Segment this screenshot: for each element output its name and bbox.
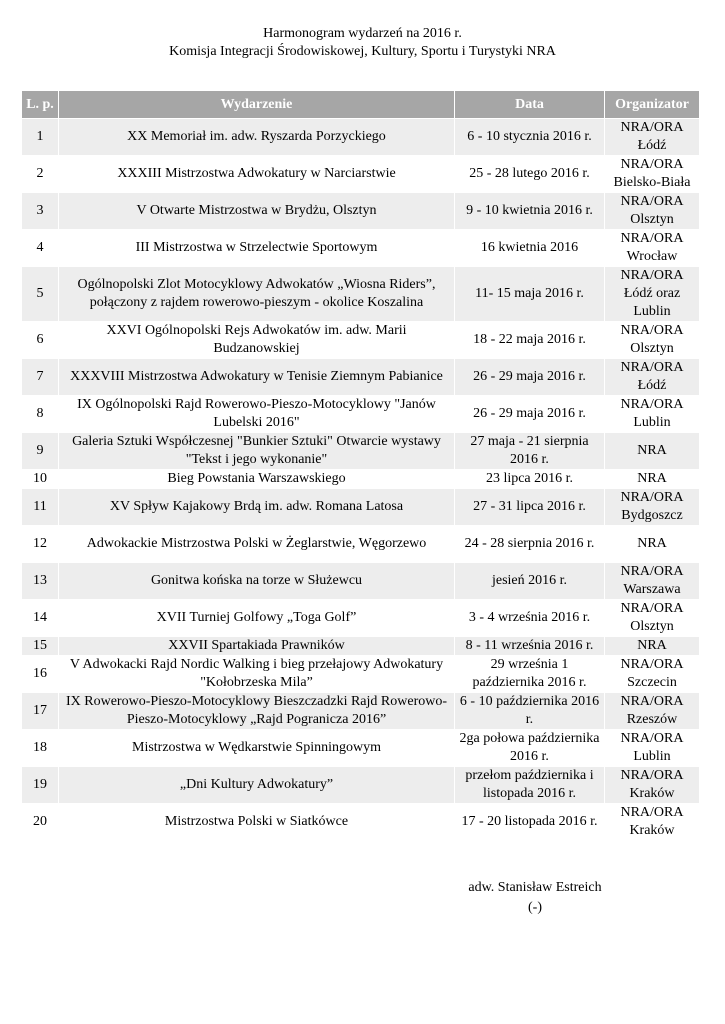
cell-event [59, 804, 455, 841]
cell-event [59, 193, 455, 230]
cell-lp: 5 [22, 267, 59, 322]
cell-organizer [605, 433, 700, 470]
date-line: 18 - 22 maja 2016 r. [473, 332, 586, 347]
event-line: XX Memoriał im. adw. Ryszarda Porzyckiego [127, 129, 386, 144]
event-line: „Dni Kultury Adwokatury” [179, 777, 334, 792]
organizer-line: Wrocław [626, 249, 678, 264]
cell-date [455, 526, 605, 563]
cell-lp: 1 [22, 119, 59, 156]
event-line: "Tekst i jego wykonanie" [185, 452, 328, 467]
cell-event [59, 693, 455, 730]
organizer-line: NRA/ORA [620, 490, 684, 505]
event-line: Gonitwa końska na torze w Służewcu [150, 573, 363, 588]
organizer-line: NRA/ORA [620, 397, 684, 412]
cell-event [59, 470, 455, 489]
event-line: połączony z rajdem rowerowo-pieszym - okolice Koszalina [89, 295, 424, 310]
organizer-line: Lublin [633, 749, 671, 764]
cell-event [59, 656, 455, 693]
date-line: 25 - 28 lutego 2016 r. [469, 166, 590, 181]
cell-lp: 11 [22, 489, 59, 526]
cell-date [455, 396, 605, 433]
signature-mark: (-) [528, 900, 542, 915]
date-line: 11- 15 maja 2016 r. [475, 286, 584, 301]
organizer-line: NRA [637, 443, 667, 458]
event-line: XXXIII Mistrzostwa Adwokatury w Narciarstwie [117, 166, 396, 181]
cell-date [455, 433, 605, 470]
organizer-line: Olsztyn [630, 341, 674, 356]
organizer-line: NRA/ORA [620, 323, 684, 338]
cell-date [455, 470, 605, 489]
date-line: 2016 r. [510, 749, 549, 764]
event-line: Pieszo-Motocyklowy „Rajd Pogranicza 2016” [126, 712, 387, 727]
table-row [22, 396, 700, 433]
table-row [22, 156, 700, 193]
date-line: r. [525, 712, 534, 727]
event-line: III Mistrzostwa w Strzelectwie Sportowym [135, 240, 378, 255]
cell-organizer [605, 767, 700, 804]
organizer-line: Łódź [637, 138, 667, 153]
event-line: IX Ogólnopolski Rajd Rowerowo-Pieszo-Motocyklowy "Janów [77, 397, 436, 412]
table-row [22, 526, 700, 563]
cell-lp: 20 [22, 804, 59, 841]
organizer-line: Szczecin [627, 675, 677, 690]
date-line: 9 - 10 kwietnia 2016 r. [466, 203, 593, 218]
cell-event [59, 730, 455, 767]
event-line: Adwokackie Mistrzostwa Polski w Żeglarstwie, Węgorzewo [86, 536, 427, 551]
organizer-line: NRA/ORA [620, 657, 684, 672]
cell-lp: 2 [22, 156, 59, 193]
header-event: Wydarzenie [59, 91, 455, 119]
cell-organizer [605, 730, 700, 767]
organizer-line: NRA/ORA [620, 694, 684, 709]
document-title [0, 25, 725, 61]
date-line: 17 - 20 listopada 2016 r. [461, 814, 598, 829]
cell-date [455, 637, 605, 656]
organizer-line: Bielsko-Biała [613, 175, 691, 190]
organizer-line: Olsztyn [630, 212, 674, 227]
table-row [22, 563, 700, 600]
cell-date [455, 119, 605, 156]
cell-event [59, 396, 455, 433]
event-line: XV Spływ Kajakowy Brdą im. adw. Romana Latosa [109, 499, 404, 514]
event-line: IX Rowerowo-Pieszo-Motocyklowy Bieszczadzki Rajd Rowerowo- [65, 694, 448, 709]
cell-lp: 7 [22, 359, 59, 396]
cell-date [455, 322, 605, 359]
header-organizer: Organizator [605, 91, 700, 119]
table-row [22, 119, 700, 156]
event-line: XXXVIII Mistrzostwa Adwokatury w Tenisie Ziemnym Pabianice [70, 369, 443, 384]
cell-event [59, 230, 455, 267]
cell-event [59, 267, 455, 322]
cell-lp: 12 [22, 526, 59, 563]
table-row [22, 267, 700, 322]
date-line: jesień 2016 r. [491, 573, 568, 588]
organizer-line: Bydgoszcz [621, 508, 683, 523]
cell-organizer [605, 693, 700, 730]
date-line: 26 - 29 maja 2016 r. [473, 406, 586, 421]
cell-organizer [605, 637, 700, 656]
organizer-line: NRA/ORA [620, 194, 684, 209]
cell-event [59, 767, 455, 804]
cell-date [455, 767, 605, 804]
event-line: V Otwarte Mistrzostwa w Brydżu, Olsztyn [136, 203, 377, 218]
cell-date [455, 600, 605, 637]
cell-organizer [605, 526, 700, 563]
cell-date [455, 693, 605, 730]
date-line: 27 maja - 21 sierpnia [470, 434, 589, 449]
cell-date [455, 563, 605, 600]
organizer-line: Łódź [637, 378, 667, 393]
organizer-line: NRA/ORA [620, 564, 684, 579]
header-lp: L. p. [22, 91, 59, 119]
date-line: 24 - 28 sierpnia 2016 r. [464, 536, 595, 551]
organizer-line: Lublin [633, 415, 671, 430]
table-row [22, 804, 700, 841]
date-line: października 2016 r. [472, 675, 587, 690]
cell-lp: 3 [22, 193, 59, 230]
cell-lp: 13 [22, 563, 59, 600]
event-line: Budzanowskiej [213, 341, 300, 356]
cell-date [455, 730, 605, 767]
header-date: Data [455, 91, 605, 119]
organizer-line: NRA/ORA [620, 120, 684, 135]
date-line: 26 - 29 maja 2016 r. [473, 369, 586, 384]
cell-event [59, 637, 455, 656]
table-row [22, 359, 700, 396]
table-row [22, 693, 700, 730]
cell-organizer [605, 193, 700, 230]
organizer-line: Łódź oraz [623, 286, 681, 301]
date-line: 8 - 11 września 2016 r. [465, 638, 594, 653]
event-line: "Kołobrzeska Mila” [200, 675, 313, 690]
cell-date [455, 193, 605, 230]
event-line: Bieg Powstania Warszawskiego [167, 471, 346, 486]
cell-organizer [605, 322, 700, 359]
organizer-line: NRA/ORA [620, 231, 684, 246]
signature-block [440, 878, 630, 918]
event-line: Galeria Sztuki Współczesnej "Bunkier Sztuki" Otwarcie wystawy [72, 434, 441, 449]
date-line: 29 września 1 [490, 657, 569, 672]
event-line: XXVII Spartakiada Prawników [168, 638, 345, 653]
cell-event [59, 433, 455, 470]
cell-event [59, 359, 455, 396]
date-line: 27 - 31 lipca 2016 r. [473, 499, 586, 514]
date-line: 16 kwietnia 2016 [480, 240, 579, 255]
signature-name: adw. Stanisław Estreich [468, 880, 602, 895]
cell-organizer [605, 804, 700, 841]
event-line: Lubelski 2016" [213, 415, 300, 430]
organizer-line: Lublin [633, 304, 671, 319]
table-row [22, 489, 700, 526]
table-row [22, 656, 700, 693]
cell-organizer [605, 396, 700, 433]
event-line: Mistrzostwa w Wędkarstwie Spinningowym [132, 740, 381, 755]
table-row [22, 600, 700, 637]
organizer-line: NRA/ORA [620, 768, 684, 783]
cell-date [455, 359, 605, 396]
cell-event [59, 156, 455, 193]
cell-event [59, 526, 455, 563]
organizer-line: NRA/ORA [620, 805, 684, 820]
title-line-2: Komisja Integracji Środowiskowej, Kultury, Sportu i Turystyki NRA [169, 44, 556, 59]
cell-lp: 9 [22, 433, 59, 470]
organizer-line: NRA [637, 536, 667, 551]
cell-date [455, 230, 605, 267]
table-row [22, 433, 700, 470]
cell-organizer [605, 359, 700, 396]
cell-organizer [605, 489, 700, 526]
organizer-line: Rzeszów [626, 712, 678, 727]
organizer-line: Kraków [629, 786, 675, 801]
date-line: 6 - 10 stycznia 2016 r. [467, 129, 592, 144]
organizer-line: NRA/ORA [620, 360, 684, 375]
organizer-line: NRA [637, 638, 667, 653]
table-row [22, 637, 700, 656]
table-row [22, 230, 700, 267]
cell-lp: 4 [22, 230, 59, 267]
cell-organizer [605, 600, 700, 637]
cell-event [59, 600, 455, 637]
table-body [22, 119, 700, 841]
cell-organizer [605, 230, 700, 267]
event-line: Ogólnopolski Zlot Motocyklowy Adwokatów „Wiosna Riders”, [77, 277, 436, 292]
cell-lp: 6 [22, 322, 59, 359]
cell-lp: 19 [22, 767, 59, 804]
date-line: 2ga połowa października [459, 731, 600, 746]
cell-date [455, 489, 605, 526]
cell-organizer [605, 156, 700, 193]
event-line: Mistrzostwa Polski w Siatkówce [164, 814, 349, 829]
table-row [22, 470, 700, 489]
cell-lp: 17 [22, 693, 59, 730]
cell-date [455, 656, 605, 693]
cell-date [455, 156, 605, 193]
events-table [21, 90, 700, 841]
event-line: XVII Turniej Golfowy „Toga Golf” [156, 610, 357, 625]
organizer-line: NRA/ORA [620, 601, 684, 616]
cell-organizer [605, 267, 700, 322]
table-header-row [22, 91, 700, 119]
title-line-1: Harmonogram wydarzeń na 2016 r. [263, 26, 462, 41]
date-line: 6 - 10 października 2016 [459, 694, 600, 709]
cell-organizer [605, 563, 700, 600]
cell-date [455, 267, 605, 322]
organizer-line: Warszawa [623, 582, 681, 597]
cell-lp: 14 [22, 600, 59, 637]
cell-event [59, 489, 455, 526]
table-row [22, 767, 700, 804]
organizer-line: NRA/ORA [620, 268, 684, 283]
cell-lp: 8 [22, 396, 59, 433]
table-row [22, 193, 700, 230]
cell-lp: 15 [22, 637, 59, 656]
organizer-line: Kraków [629, 823, 675, 838]
cell-lp: 18 [22, 730, 59, 767]
event-line: V Adwokacki Rajd Nordic Walking i bieg przełajowy Adwokatury [69, 657, 444, 672]
cell-event [59, 322, 455, 359]
organizer-line: NRA [637, 471, 667, 486]
cell-event [59, 119, 455, 156]
date-line: przełom października i [465, 768, 594, 783]
date-line: listopada 2016 r. [483, 786, 576, 801]
table-row [22, 322, 700, 359]
event-line: XXVI Ogólnopolski Rejs Adwokatów im. adw. Marii [106, 323, 407, 338]
date-line: 23 lipca 2016 r. [485, 471, 574, 486]
cell-date [455, 804, 605, 841]
organizer-line: NRA/ORA [620, 731, 684, 746]
date-line: 2016 r. [510, 452, 549, 467]
table-row [22, 730, 700, 767]
cell-event [59, 563, 455, 600]
date-line: 3 - 4 września 2016 r. [468, 610, 591, 625]
organizer-line: NRA/ORA [620, 157, 684, 172]
organizer-line: Olsztyn [630, 619, 674, 634]
cell-organizer [605, 470, 700, 489]
cell-lp: 16 [22, 656, 59, 693]
cell-organizer [605, 119, 700, 156]
cell-lp: 10 [22, 470, 59, 489]
cell-organizer [605, 656, 700, 693]
